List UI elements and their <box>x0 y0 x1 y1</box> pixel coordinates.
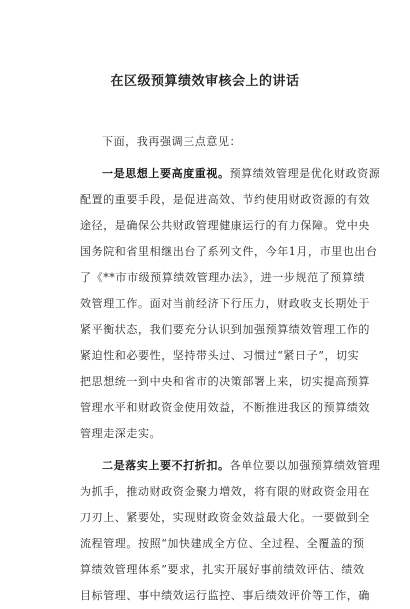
section1-line: 管理走深走实。 <box>80 427 162 440</box>
intro-paragraph <box>80 129 330 155</box>
section2-line: 流程管理。按照“加快建成全方位、全过程、全覆盖的预 <box>80 537 365 550</box>
section1-first-line <box>80 161 381 187</box>
section2-first-line <box>80 453 381 479</box>
section1-first-line-text: 预算绩效管理是优化财政资源 <box>229 167 381 180</box>
section2-heading: 二是落实上要不打折扣。 <box>102 459 230 472</box>
section2-line: 为抓手，推动财政资金聚力增效，将有限的财政资金用在 <box>80 485 370 498</box>
section1-line: 管理水平和财政资金使用效益，不断推进我区的预算绩效 <box>80 401 370 414</box>
document-title: 在区级预算绩效审核会上的讲话 <box>110 74 300 89</box>
section1-line: 了《**市市级预算绩效管理办法》，进一步规范了预算绩 <box>80 271 366 284</box>
section1-line: 国务院和省里相继出台了系列文件，今年1月，市里也出台 <box>80 245 378 258</box>
section1-line: 紧迫性和必要性，坚持带头过、习惯过“紧日子”，切实 <box>80 349 360 362</box>
section2-line: 目标管理、事中绩效运行监控、事后绩效评价等工作，确 <box>80 589 370 602</box>
section1-line: 效管理工作。面对当前经济下行压力，财政收支长期处于 <box>80 297 370 310</box>
intro-text: 下面，我再强调三点意见： <box>102 135 242 148</box>
section1-line: 把思想统一到中央和省市的决策部署上来，切实提高预算 <box>80 375 370 388</box>
section1-line: 紧平衡状态，我们要充分认识到加强预算绩效管理工作的 <box>80 323 370 336</box>
section1-line: 途径，是确保公共财政管理健康运行的有力保障。党中央 <box>80 219 370 232</box>
section1-line: 配置的重要手段，是促进高效、节约使用财政资源的有效 <box>80 193 370 206</box>
section2-line: 算绩效管理体系”要求，扎实开展好事前绩效评估、绩效 <box>80 563 365 576</box>
section2-line: 刀刃上、紧要处，实现财政资金效益最大化。一要做到全 <box>80 511 370 524</box>
section1-heading: 一是思想上要高度重视。 <box>102 167 230 180</box>
section1-paragraph <box>80 161 381 447</box>
section2-first-line-text: 各单位要以加强预算绩效管理 <box>229 459 381 472</box>
section2-paragraph <box>80 453 381 609</box>
